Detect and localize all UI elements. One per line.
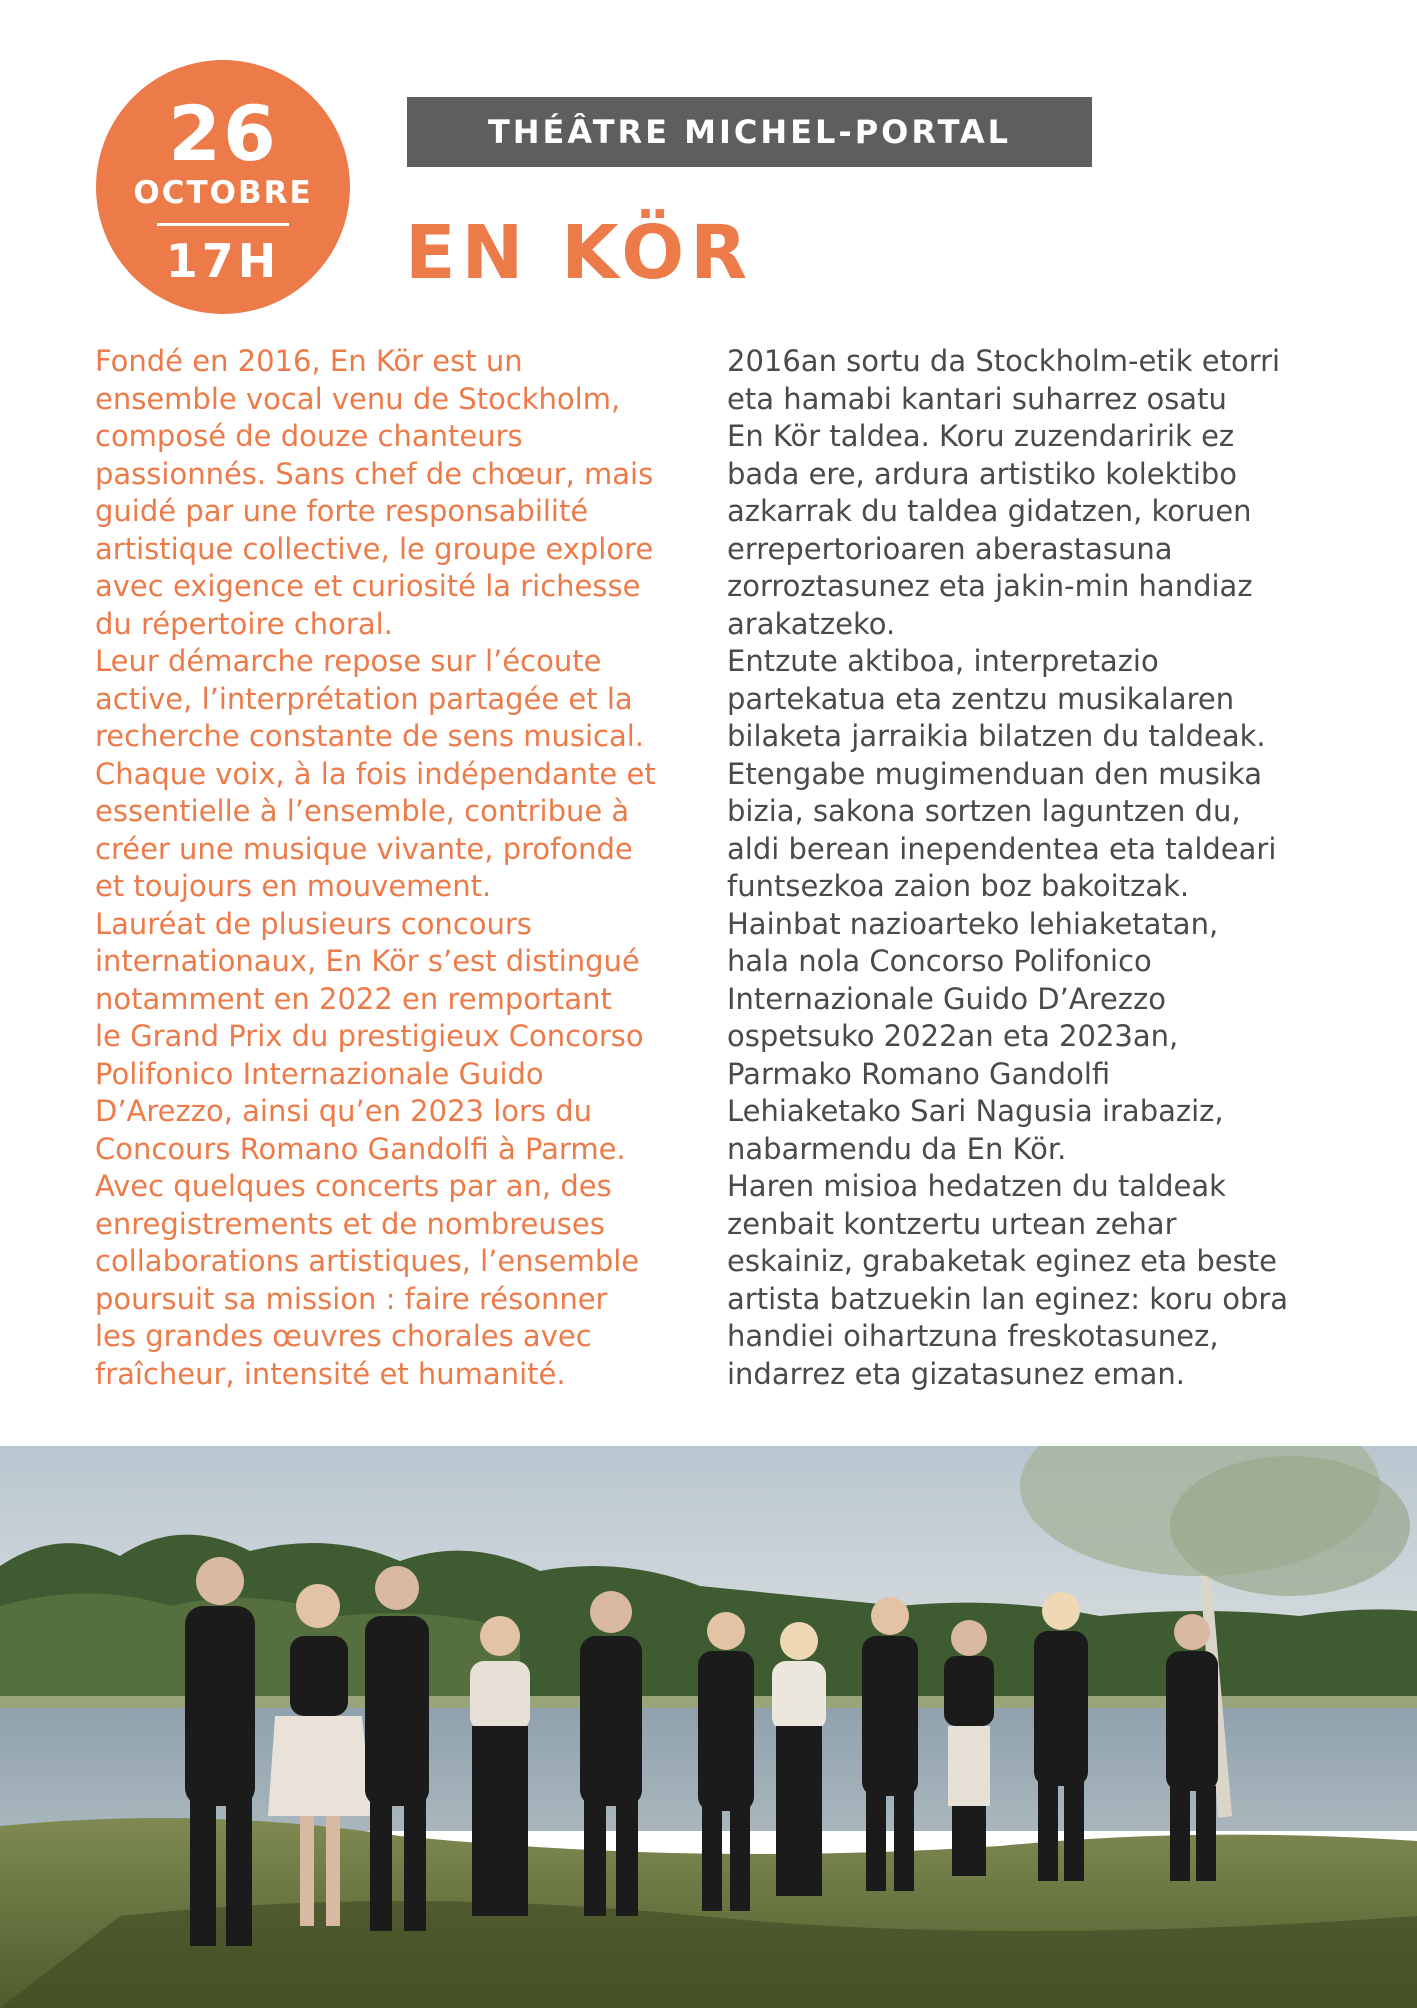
basque-text-column: 2016an sortu da Stockholm-etik etorri eta hamabi kantari suharrez osatu En Kör taldea. Koru zuzendaririk ez bada ere, ardura artistiko kolektibo azkarrak du taldea gidatzen, koruen errepertorioaren aberastasuna zorroztasunez eta jakin-min handiaz arakatzeko. Entzute aktiboa, interpretazio partekatua eta zentzu musikalaren bilaketa jarraikia bilatzen du taldeak. Etengabe mugimenduan den musika bizia, sakona sortzen laguntzen du, aldi berean inependentea eta taldeari funtsezkoa zaion boz bakoitzak. Hainbat nazioarteko lehiaketatan, hala nola Concorso Polifonico Internazionale Guido D’Arezzo ospetsuko 2022an eta 2023an, Parmako Romano Gandolfi Lehiaketako Sari Nagusia irabaziz, nabarmendu da En Kör. Haren misioa hedatzen du taldeak zenbait kontzertu urtean zehar eskainiz, grabaketak eginez eta beste artista batzuekin lan eginez: koru obra handiei oihartzuna freskotasunez, indarrez eta gizatasunez eman.	[727, 344, 1289, 1391]
date-month: OCTOBRE	[133, 175, 313, 211]
date-time: 17H	[165, 234, 281, 288]
venue-banner: THÉÂTRE MICHEL-PORTAL	[407, 97, 1092, 167]
french-text-column: Fondé en 2016, En Kör est un ensemble vocal venu de Stockholm, composé de douze chanteurs passionnés. Sans chef de chœur, mais guidé par une forte responsabilité artistique collective, le groupe explore avec exigence et curiosité la richesse du répertoire choral. Leur démarche repose sur l’écoute active, l’interprétation partagée et la recherche constante de sens musical. Chaque voix, à la fois indépendante et essentielle à l’ensemble, contribue à créer une musique vivante, profonde et toujours en mouvement. Lauréat de plusieurs concours internationaux, En Kör s’est distingué notamment en 2022 en remportant le Grand Prix du prestigieux Concorso Polifonico Internazionale Guido D’Arezzo, ainsi qu’en 2023 lors du Concours Romano Gandolfi à Parme. Avec quelques concerts par an, des enregistrements et de nombreuses collaborations artistiques, l’ensemble poursuit sa mission : faire résonner les grandes œuvres chorales avec fraîcheur, intensité et humanité.	[95, 344, 656, 1391]
page-title: EN KÖR	[405, 210, 754, 296]
date-divider	[157, 223, 289, 226]
date-badge	[96, 60, 350, 314]
date-day: 26	[168, 89, 278, 178]
ensemble-photo	[0, 1446, 1417, 2008]
